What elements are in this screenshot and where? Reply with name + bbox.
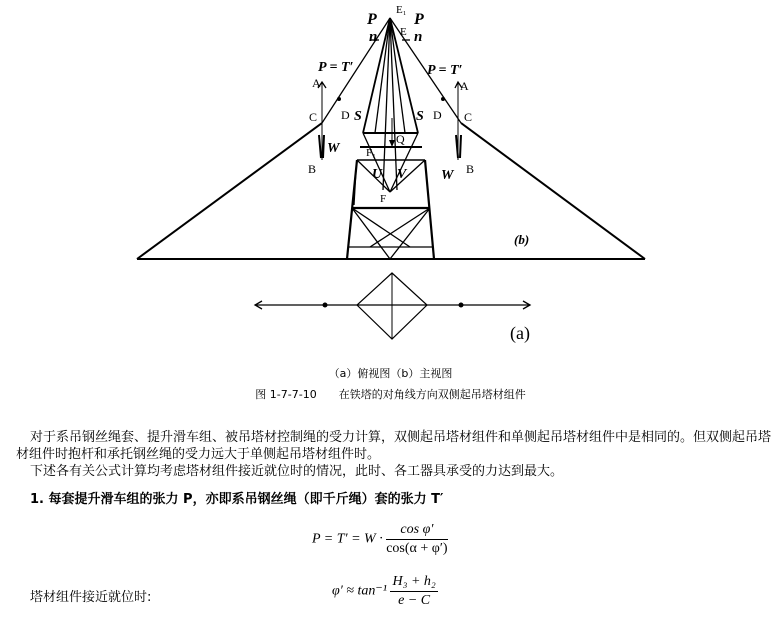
- label-view-a: (a): [510, 323, 530, 343]
- right-guy-line: [461, 123, 645, 259]
- formula-2-fraction: [390, 574, 437, 609]
- label-w-left: W: [327, 141, 340, 156]
- label-p-eq-t-right: P = T′: [427, 63, 463, 78]
- top-view-dot-left: [323, 303, 328, 308]
- label-a-left: A: [312, 76, 321, 90]
- top-view-dot-right: [459, 303, 464, 308]
- label-f: F: [380, 193, 387, 205]
- label-v: V: [397, 167, 407, 182]
- label-b-right: B: [466, 162, 475, 176]
- paragraph-1: 对于系吊钢丝绳套、提升滑车组、被吊塔材控制绳的受力计算，双侧起吊塔材组件和单侧起吊塔材组件中是相同的。但双侧起吊塔材组件时抱杆和承托钢丝绳的受力远大于单侧起吊塔材组件时。: [16, 430, 772, 462]
- label-w-right: W: [441, 168, 454, 183]
- label-e: E: [400, 26, 407, 38]
- formula-2-numerator: H₃ + h₂: [390, 574, 437, 592]
- formula-angle: [332, 574, 438, 609]
- formula-1-denominator: cos(α + φ′): [386, 541, 448, 556]
- d-point-left: [337, 97, 341, 101]
- formula-2-denominator: e − C: [398, 593, 431, 608]
- formula-tension: [312, 522, 448, 557]
- label-f1: F₁: [366, 147, 376, 159]
- section-heading-1: 1. 每套提升滑车组的张力 P，亦即系吊钢丝绳（即千斤绳）套的张力 T′: [30, 492, 444, 507]
- label-d-right: D: [433, 108, 442, 122]
- label-e1: E₁: [396, 4, 407, 16]
- label-b-left: B: [308, 162, 317, 176]
- left-guy-line: [137, 123, 322, 259]
- label-near-position: 塔材组件接近就位时:: [30, 590, 152, 605]
- label-q: Q: [396, 132, 405, 146]
- label-n-left: n: [369, 29, 378, 45]
- label-n-right: n: [414, 29, 423, 45]
- formula-1-fraction: [386, 522, 447, 557]
- formula-2-lhs: φ′ ≈ tan⁻¹: [332, 583, 387, 599]
- label-c-right: C: [464, 110, 473, 124]
- label-c-left: C: [309, 110, 318, 124]
- formula-1-numerator: cos φ′: [386, 522, 447, 540]
- label-d-left: D: [341, 108, 350, 122]
- label-a-right: A: [460, 79, 469, 93]
- figure-subtitle: （a）俯视图（b）主视图: [328, 367, 453, 380]
- label-view-b: (b): [514, 232, 530, 247]
- formula-1-lhs: P = T′ = W ·: [312, 531, 383, 547]
- d-point-right: [441, 97, 445, 101]
- figure-caption: 图 1-7-7-10 在铁塔的对角线方向双侧起吊塔材组件: [255, 388, 526, 401]
- label-p-eq-t-left: P = T′: [318, 60, 354, 75]
- label-s-right: S: [416, 109, 424, 124]
- paragraph-2: 下述各有关公式计算均考虑塔材组件接近就位时的情况，此时、各工器具承受的力达到最大。: [30, 464, 564, 479]
- label-p-left: P: [367, 11, 377, 28]
- label-u: U: [372, 167, 383, 182]
- label-p-right: P: [414, 11, 424, 28]
- label-s-left: S: [354, 109, 362, 124]
